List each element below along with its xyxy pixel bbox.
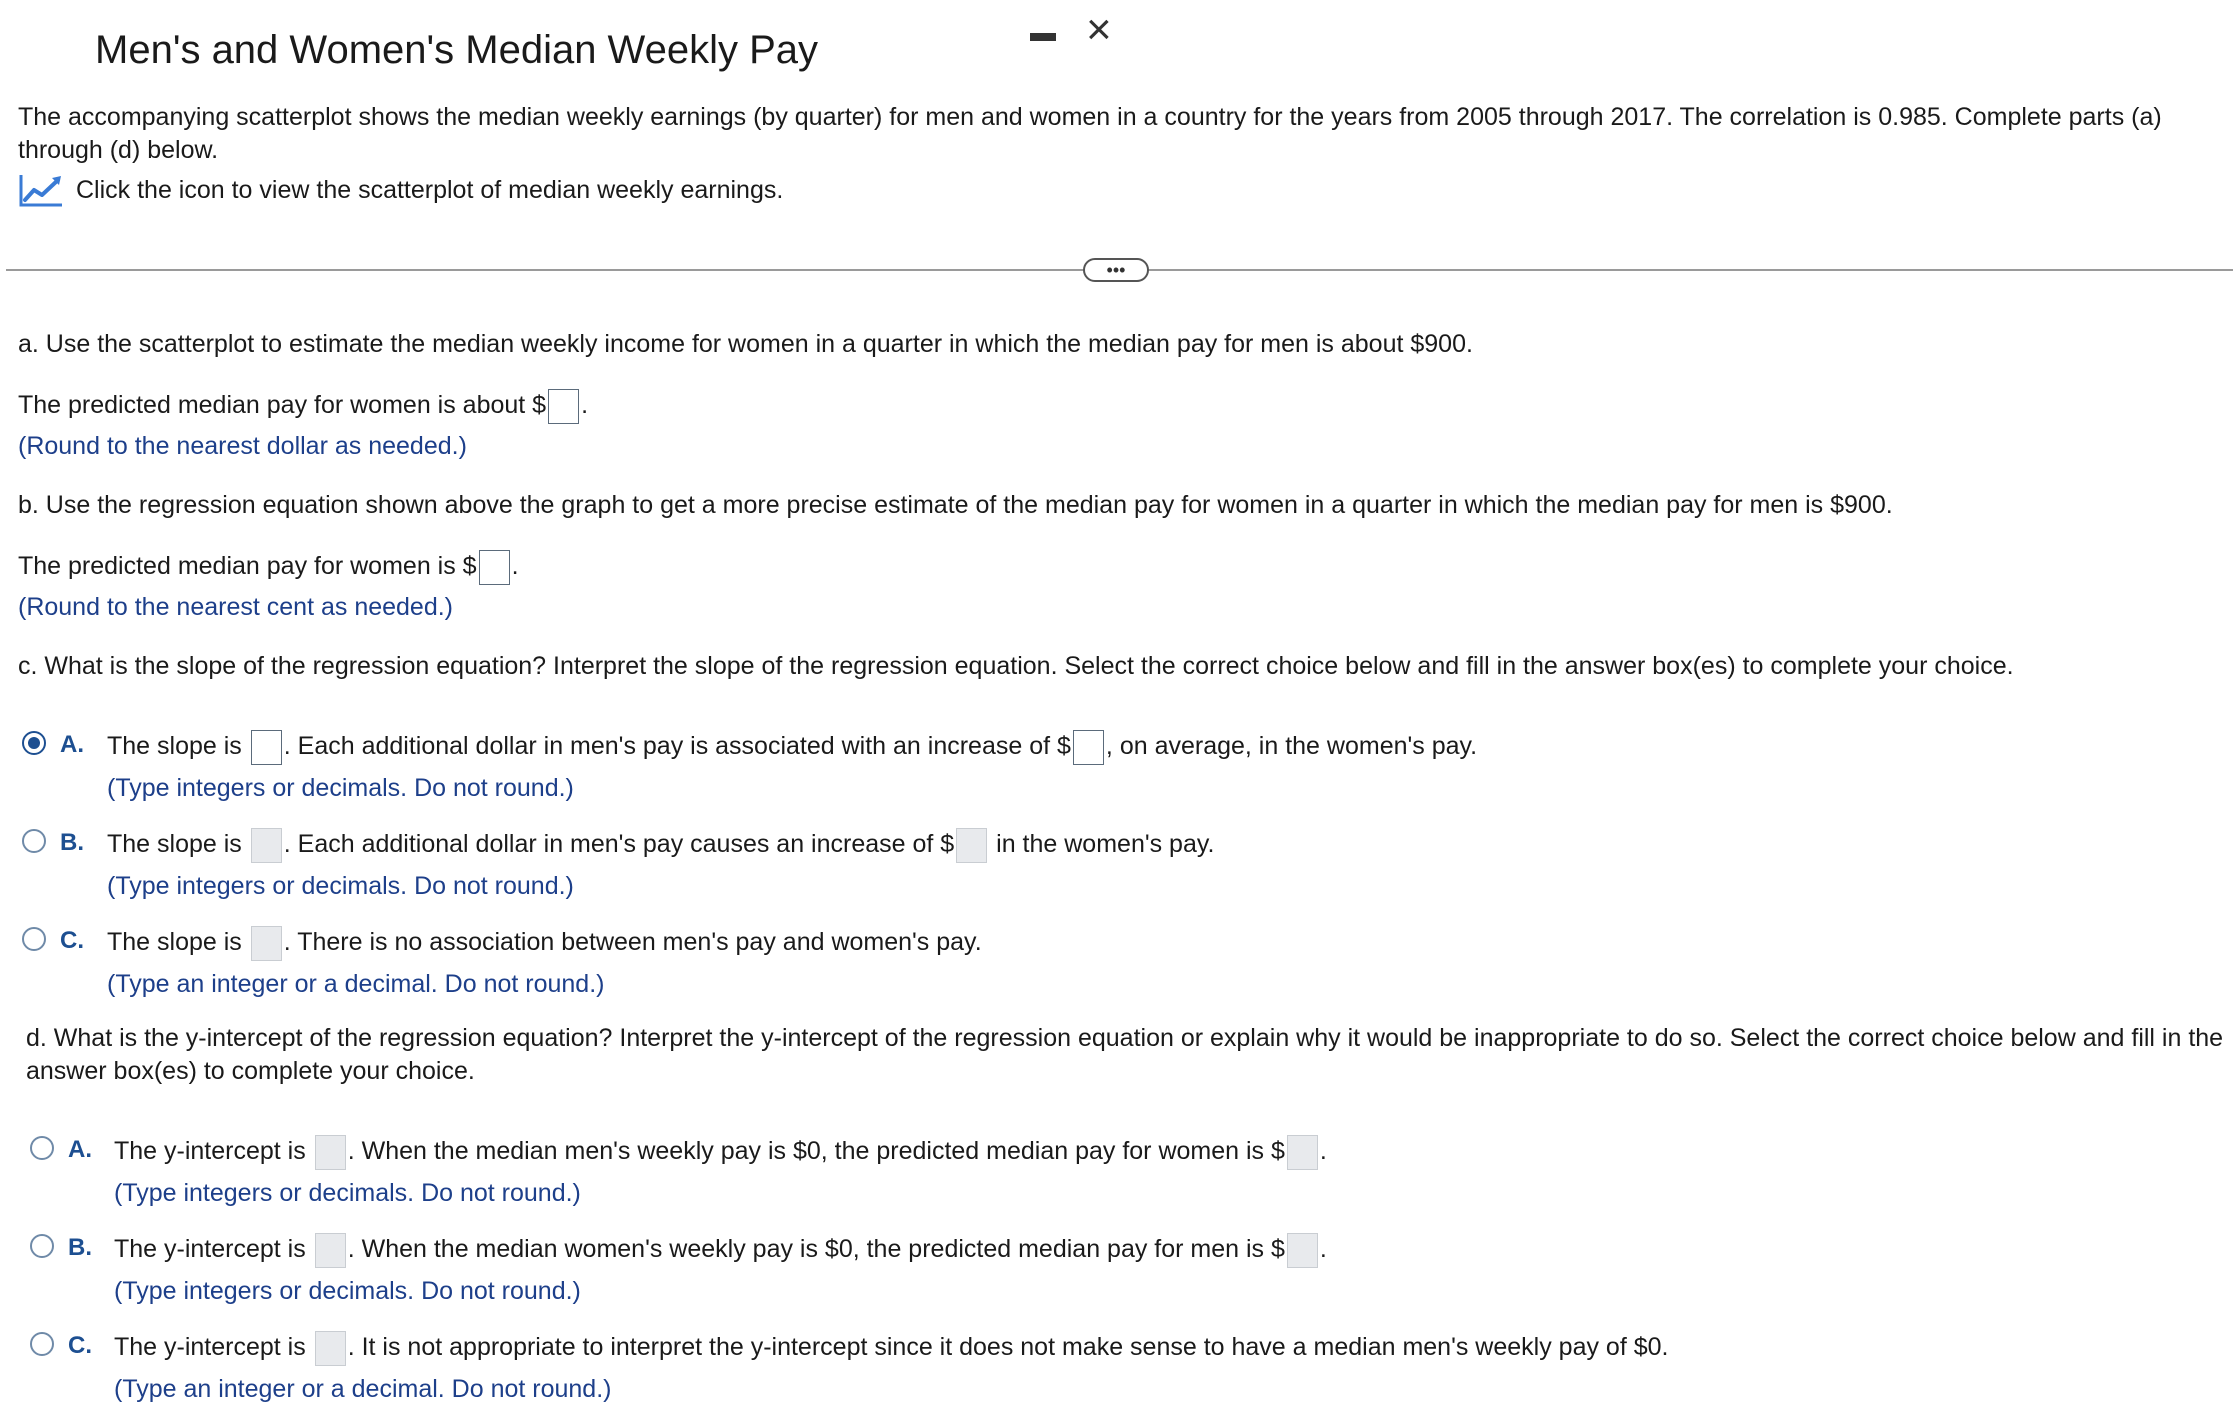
part-d-option-b-t3: . bbox=[1319, 1235, 1327, 1264]
part-c-option-c-letter: C. bbox=[60, 927, 84, 954]
part-c-option-b-increase-input[interactable] bbox=[956, 828, 987, 863]
part-d-option-b-intercept-input[interactable] bbox=[315, 1233, 346, 1268]
part-a-question: a. Use the scatterplot to estimate the median weekly income for women in a quarter in which the median pay for men is about $900. bbox=[18, 330, 1473, 358]
part-d-option-a-hint: (Type integers or decimals. Do not round.) bbox=[114, 1179, 581, 1207]
part-c-option-b-t1: The slope is bbox=[107, 830, 242, 859]
window-controls bbox=[1030, 5, 1112, 54]
part-c-option-b-hint: (Type integers or decimals. Do not round.) bbox=[107, 872, 574, 900]
part-d-option-a-radio[interactable] bbox=[30, 1136, 54, 1160]
part-c-option-b-text bbox=[107, 828, 1214, 863]
part-d-option-b-text bbox=[114, 1233, 1327, 1268]
part-c-option-c-radio[interactable] bbox=[22, 927, 46, 951]
part-d-option-a-pay-input[interactable] bbox=[1287, 1135, 1318, 1170]
part-d-option-a-t2: . When the median men's weekly pay is $0, the predicted median pay for women is $ bbox=[347, 1137, 1285, 1166]
part-d-option-a-t1: The y-intercept is bbox=[114, 1137, 306, 1166]
part-d-option-b-hint: (Type integers or decimals. Do not round.) bbox=[114, 1277, 581, 1305]
part-a-prompt-text: The predicted median pay for women is about $ bbox=[18, 391, 547, 420]
part-d-option-c-hint: (Type an integer or a decimal. Do not round.) bbox=[114, 1375, 612, 1403]
part-b-prompt-end: . bbox=[511, 552, 519, 581]
part-d-option-b-radio[interactable] bbox=[30, 1234, 54, 1258]
part-d-option-c-t2: . It is not appropriate to interpret the y-intercept since it does not make sense to have a median men's weekly pay of $0. bbox=[347, 1333, 1669, 1362]
expand-more-button[interactable]: ••• bbox=[1083, 258, 1149, 282]
part-b-hint: (Round to the nearest cent as needed.) bbox=[18, 593, 454, 621]
close-icon[interactable]: × bbox=[1086, 5, 1112, 54]
part-d-option-b-pay-input[interactable] bbox=[1287, 1233, 1318, 1268]
scatterplot-link-row bbox=[18, 172, 783, 208]
page-title: Men's and Women's Median Weekly Pay bbox=[95, 28, 819, 72]
part-a-prompt bbox=[18, 389, 588, 424]
part-c-option-a-radio[interactable] bbox=[22, 731, 46, 755]
part-c-option-a-increase-input[interactable] bbox=[1073, 730, 1104, 765]
part-d-option-a-intercept-input[interactable] bbox=[315, 1135, 346, 1170]
part-d-option-a-t3: . bbox=[1319, 1137, 1327, 1166]
part-d-option-a-text bbox=[114, 1135, 1327, 1170]
minimize-icon[interactable] bbox=[1030, 33, 1056, 41]
part-c-option-a-t2: . Each additional dollar in men's pay is associated with an increase of $ bbox=[283, 732, 1071, 761]
part-d-option-b-t2: . When the median women's weekly pay is $0, the predicted median pay for men is $ bbox=[347, 1235, 1285, 1264]
part-c-option-c-text bbox=[107, 926, 982, 961]
part-c-option-b-radio[interactable] bbox=[22, 829, 46, 853]
part-c-option-a-t3: , on average, in the women's pay. bbox=[1105, 732, 1478, 761]
part-d-option-c-t1: The y-intercept is bbox=[114, 1333, 306, 1362]
part-d-option-c-text bbox=[114, 1331, 1668, 1366]
part-c-option-a-hint: (Type integers or decimals. Do not round.) bbox=[107, 774, 574, 802]
part-c-option-a-t1: The slope is bbox=[107, 732, 242, 761]
part-b-answer-input[interactable] bbox=[479, 550, 510, 585]
part-b-prompt bbox=[18, 550, 519, 585]
scatterplot-link-text[interactable]: Click the icon to view the scatterplot of median weekly earnings. bbox=[76, 175, 784, 204]
part-b-question: b. Use the regression equation shown above the graph to get a more precise estimate of the median pay for women in a quarter in which the median pay for men is $900. bbox=[18, 491, 1893, 519]
part-d-question: d. What is the y-intercept of the regression equation? Interpret the y-intercept of the regression equation or explain why it would be inappropriate to do so. Select the correct choice below and fill in the answer box(es) to complete your choice. bbox=[26, 1024, 2224, 1085]
part-d-option-b-letter: B. bbox=[68, 1234, 92, 1261]
intro-text: The accompanying scatterplot shows the median weekly earnings (by quarter) for men and women in a country for the years from 2005 through 2017. The correlation is 0.985. Complete parts (a) through (d) below. bbox=[18, 103, 2162, 164]
part-c-option-b-t2: . Each additional dollar in men's pay causes an increase of $ bbox=[283, 830, 955, 859]
part-c-option-c-t1: The slope is bbox=[107, 928, 242, 957]
part-c-question: c. What is the slope of the regression equation? Interpret the slope of the regression equation. Select the correct choice below and fill in the answer box(es) to complete your choice. bbox=[18, 652, 2014, 680]
part-d-option-c-radio[interactable] bbox=[30, 1332, 54, 1356]
part-b-prompt-text: The predicted median pay for women is $ bbox=[18, 552, 477, 581]
part-d-option-c-intercept-input[interactable] bbox=[315, 1331, 346, 1366]
part-a-prompt-end: . bbox=[581, 391, 589, 420]
part-c-option-b-letter: B. bbox=[60, 829, 84, 856]
part-c-option-b-t3: in the women's pay. bbox=[989, 830, 1215, 859]
part-a-hint: (Round to the nearest dollar as needed.) bbox=[18, 432, 467, 460]
part-d-option-c-letter: C. bbox=[68, 1332, 92, 1359]
part-c-option-a-letter: A. bbox=[60, 731, 84, 758]
part-c-option-c-t2: . There is no association between men's pay and women's pay. bbox=[283, 928, 982, 957]
part-d-option-b-t1: The y-intercept is bbox=[114, 1235, 306, 1264]
chart-line-icon[interactable] bbox=[18, 172, 64, 208]
part-a-answer-input[interactable] bbox=[548, 389, 579, 424]
part-c-option-a-text bbox=[107, 730, 1477, 765]
part-c-option-c-slope-input[interactable] bbox=[251, 926, 282, 961]
part-d-option-a-letter: A. bbox=[68, 1136, 92, 1163]
part-c-option-a-slope-input[interactable] bbox=[251, 730, 282, 765]
part-c-option-b-slope-input[interactable] bbox=[251, 828, 282, 863]
part-c-option-c-hint: (Type an integer or a decimal. Do not round.) bbox=[107, 970, 605, 998]
